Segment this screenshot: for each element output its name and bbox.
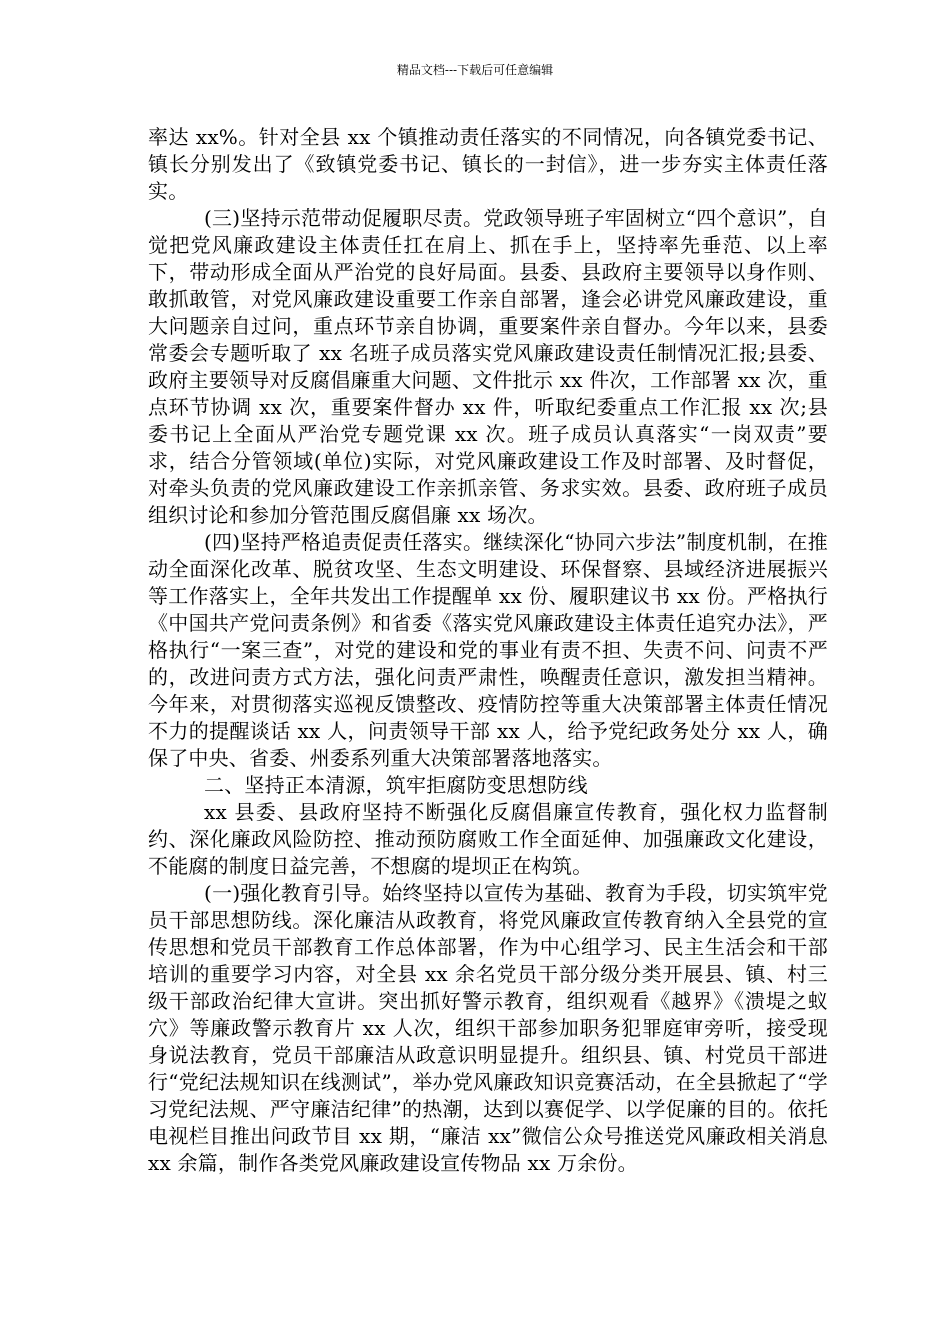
paragraph-section-2-intro: xx 县委、县政府坚持不断强化反腐倡廉宣传教育，强化权力监督制约、深化廉政风险防控、推动预防腐败工作全面延伸、加强廉政文化建设，不能腐的制度日益完善，不想腐的堤坝正在构筑。: [148, 800, 828, 878]
paragraph-continuation: 率达 xx%。针对全县 xx 个镇推动责任落实的不同情况，向各镇党委书记、镇长分别发出了《致镇党委书记、镇长的一封信》，进一步夯实主体责任落实。: [148, 125, 828, 203]
section-heading-2: 二、坚持正本清源，筑牢拒腐防变思想防线: [204, 773, 588, 797]
paragraph-section-4: (四)坚持严格追责促责任落实。继续深化“协同六步法”制度机制，在推动全面深化改革、脱贫攻坚、生态文明建设、环保督察、县域经济进展振兴等工作落实上，全年共发出工作提醒单 xx 份、履职建议书 xx 份。严格执行《中国共产党问责条例》和省委《落实党风廉政建设主体责任追究办法》，严格执行“一案三查”，对党的建设和党的事业有责不担、失责不问、问责不严的，改进问责方式方法，强化问责严肃性，唤醒责任意识，激发担当精神。今年来，对贯彻落实巡视反馈整改、疫情防控等重大决策部署主体责任情况不力的提醒谈话 xx 人，问责领导干部 xx 人，给予党纪政务处分 xx 人，确保了中央、省委、州委系列重大决策部署落地落实。: [148, 530, 828, 770]
page-header: 精品文档---下载后可任意编辑: [396, 63, 554, 77]
document-body: [148, 124, 828, 1177]
paragraph-section-2-1: (一)强化教育引导。始终坚持以宣传为基础、教育为手段，切实筑牢党员干部思想防线。深化廉洁从政教育，将党风廉政宣传教育纳入全县党的宣传思想和党员干部教育工作总体部署，作为中心组学习、民主生活会和干部培训的重要学习内容，对全县 xx 余名党员干部分级分类开展县、镇、村三级干部政治纪律大宣讲。突出抓好警示教育，组织观看《越界》《溃堤之蚁穴》等廉政警示教育片 xx 人次，组织干部参加职务犯罪庭审旁听，接受现身说法教育，党员干部廉洁从政意识明显提升。组织县、镇、村党员干部进行“党纪法规知识在线测试”，举办党风廉政知识竞赛活动，在全县掀起了“学习党纪法规、严守廉洁纪律”的热潮，达到以赛促学、以学促廉的目的。依托电视栏目推出问政节目 xx 期，“廉洁 xx”微信公众号推送党风廉政相关消息 xx 余篇，制作各类党风廉政建设宣传物品 xx 万余份。: [148, 881, 828, 1175]
paragraph-section-3: (三)坚持示范带动促履职尽责。党政领导班子牢固树立“四个意识”，自觉把党风廉政建设主体责任扛在肩上、抓在手上，坚持率先垂范、以上率下，带动形成全面从严治党的良好局面。县委、县政府主要领导以身作则、敢抓敢管，对党风廉政建设重要工作亲自部署，逢会必讲党风廉政建设，重大问题亲自过问，重点环节亲自协调，重要案件亲自督办。今年以来，县委常委会专题听取了 xx 名班子成员落实党风廉政建设责任制情况汇报;县委、政府主要领导对反腐倡廉重大问题、文件批示 xx 件次，工作部署 xx 次，重点环节协调 xx 次，重要案件督办 xx 件，听取纪委重点工作汇报 xx 次;县委书记上全面从严治党专题党课 xx 次。班子成员认真落实“一岗双责”要求，结合分管领域(单位)实际，对党风廉政建设工作及时部署、及时督促，对牵头负责的党风廉政建设工作亲抓亲管、务求实效。县委、政府班子成员组织讨论和参加分管范围反腐倡廉 xx 场次。: [148, 206, 828, 527]
